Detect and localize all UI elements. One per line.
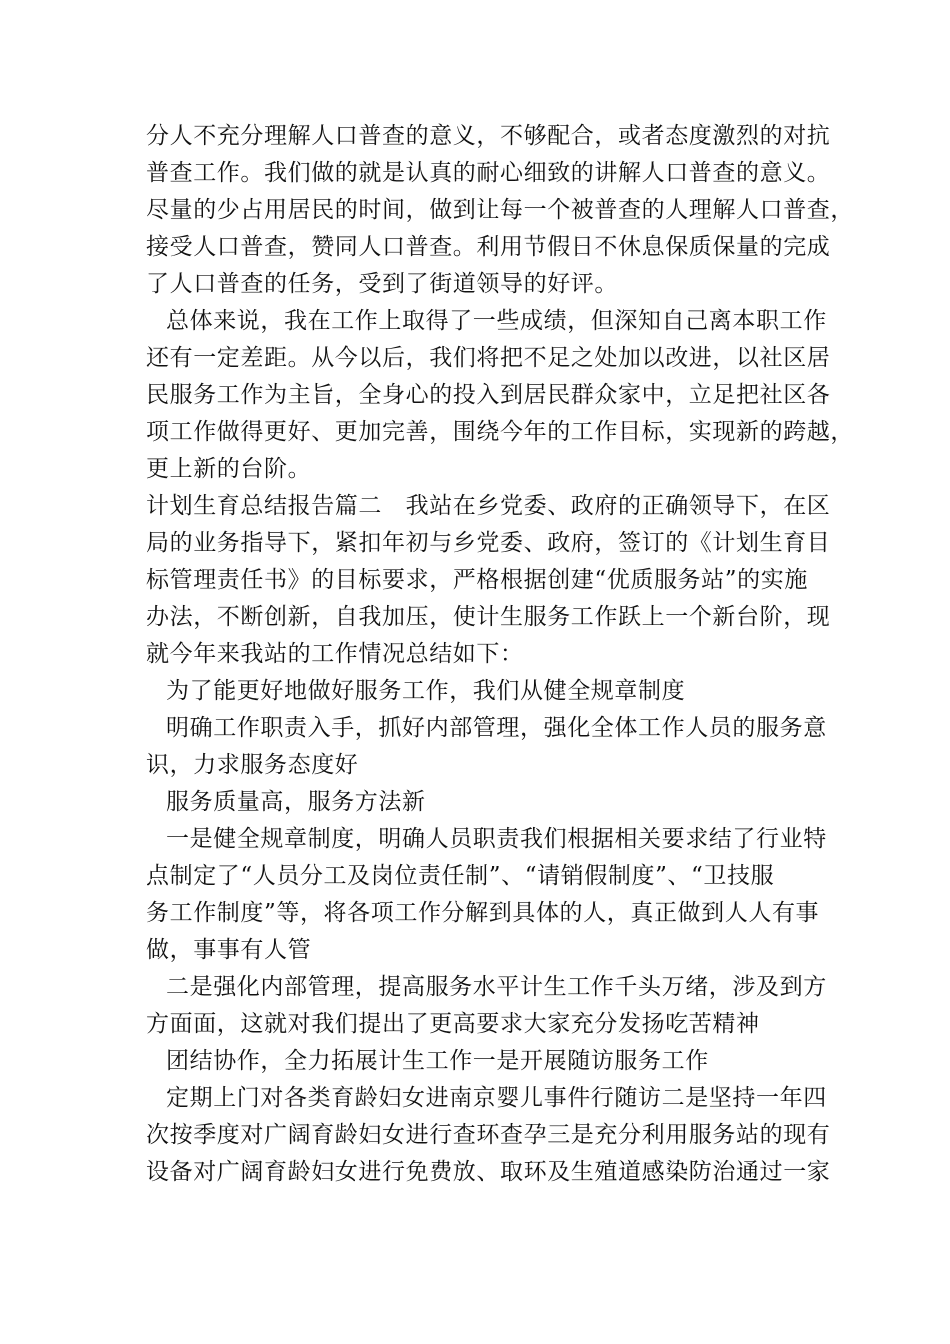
paragraph-first-line: 为了能更好地做好服务工作，我们从健全规章制度: [166, 678, 686, 704]
text-line: 方面面，这就对我们提出了更高要求大家充分发扬吃苦精神: [146, 1011, 760, 1037]
text-line: 识，力求服务态度好: [146, 752, 359, 778]
text-line: 务工作制度”等，将各项工作分解到具体的人，真正做到人人有事: [146, 900, 820, 926]
paragraph-first-line: 团结协作，全力拓展计生工作一是开展随访服务工作: [166, 1048, 709, 1074]
section-heading-line: 计划生育总结报告篇二 我站在乡党委、政府的正确领导下，在区: [146, 493, 831, 519]
text-line: 民服务工作为主旨，全身心的投入到居民群众家中，立足把社区各: [146, 382, 831, 408]
text-line: 做，事事有人管: [146, 937, 312, 963]
paragraph-first-line: 服务质量高，服务方法新: [166, 789, 426, 815]
text-line: 普查工作。我们做的就是认真的耐心细致的讲解人口普查的意义。: [146, 160, 831, 186]
paragraph-first-line: 二是强化内部管理，提高服务水平计生工作千头万绪，涉及到方: [166, 974, 827, 1000]
text-line: 分人不充分理解人口普查的意义，不够配合，或者态度激烈的对抗: [146, 123, 831, 149]
text-line: 了人口普查的任务，受到了街道领导的好评。: [146, 271, 618, 297]
text-line: 接受人口普查，赞同人口普查。利用节假日不休息保质保量的完成: [146, 234, 831, 260]
text-line: 设备对广阔育龄妇女进行免费放、取环及生殖道感染防治通过一家: [146, 1159, 831, 1185]
text-line: 更上新的台阶。: [146, 456, 312, 482]
text-line: 办法，不断创新，自我加压，使计生服务工作跃上一个新台阶，现: [146, 604, 831, 630]
text-line: 尽量的少占用居民的时间，做到让每一个被普查的人理解人口普查，: [146, 197, 854, 223]
text-line: 还有一定差距。从今以后，我们将把不足之处加以改进，以社区居: [146, 345, 831, 371]
paragraph-first-line: 一是健全规章制度，明确人员职责我们根据相关要求结了行业特: [166, 826, 827, 852]
text-line: 标管理责任书》的目标要求，严格根据创建“优质服务站”的实施: [146, 567, 808, 593]
text-line: 次按季度对广阔育龄妇女进行查环查孕三是充分利用服务站的现有: [146, 1122, 831, 1148]
paragraph-first-line: 明确工作职责入手，抓好内部管理，强化全体工作人员的服务意: [166, 715, 827, 741]
text-line: 项工作做得更好、更加完善，围绕今年的工作目标，实现新的跨越，: [146, 419, 854, 445]
paragraph-first-line: 总体来说，我在工作上取得了一些成绩，但深知自己离本职工作: [166, 308, 827, 334]
text-line: 局的业务指导下，紧扣年初与乡党委、政府，签订的《计划生育目: [146, 530, 831, 556]
text-line: 就今年来我站的工作情况总结如下：: [146, 641, 524, 667]
text-line: 点制定了“人员分工及岗位责任制”、“请销假制度”、“卫技服: [146, 863, 775, 889]
paragraph-first-line: 定期上门对各类育龄妇女进南京婴儿事件行随访二是坚持一年四: [166, 1085, 827, 1111]
